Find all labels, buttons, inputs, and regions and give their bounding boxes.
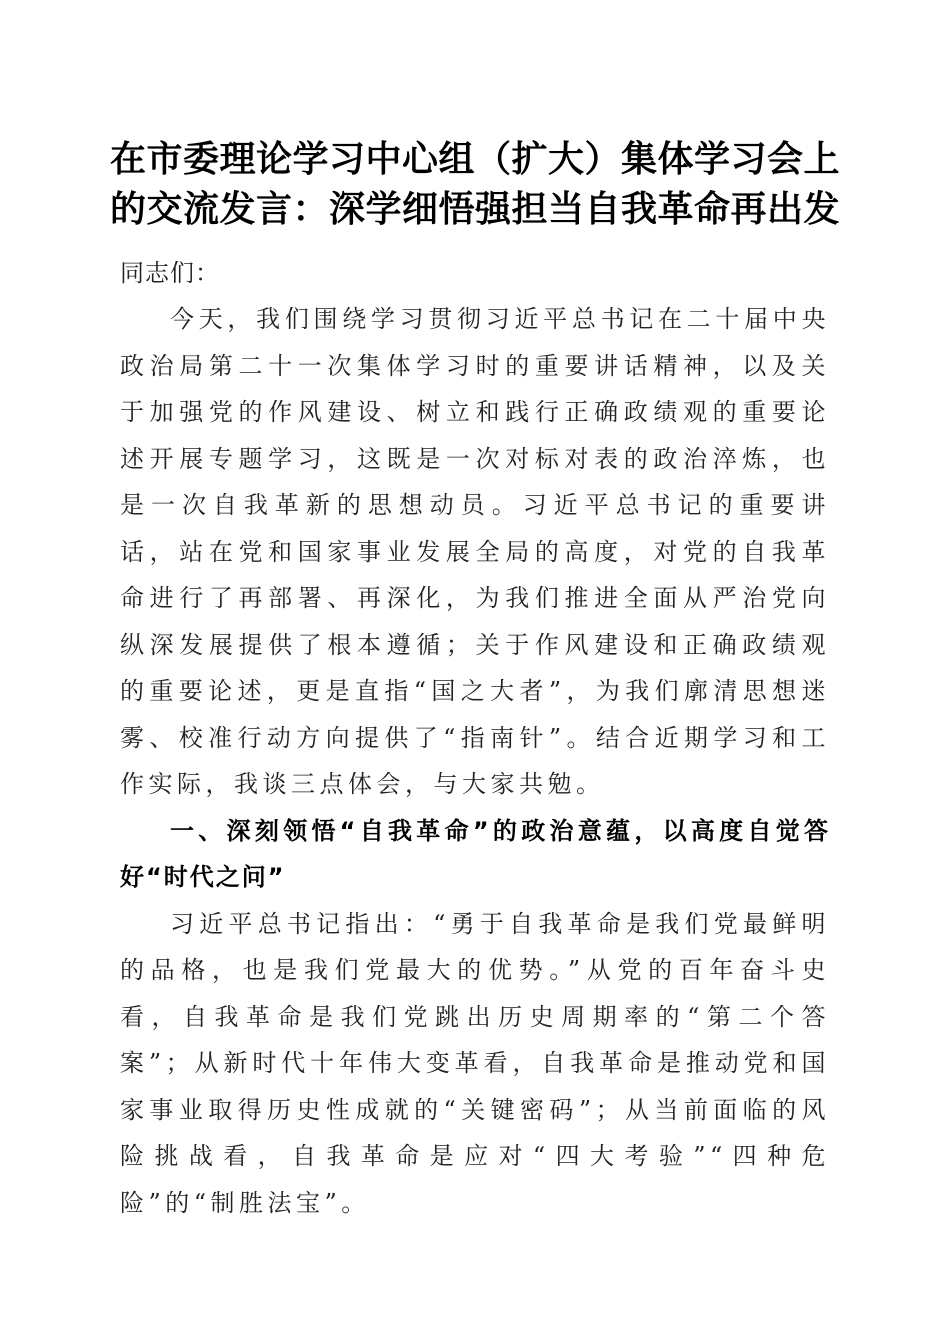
document-title [110,134,840,234]
salutation: 同志们： [120,259,220,287]
document-body [120,250,830,1226]
section-heading-1: 一、深刻领悟“自我革命”的政治意蕴，以高度自觉答好“时代之问” [120,816,830,891]
title-line-1: 在市委理论学习中心组（扩大）集体学习会上 [110,138,841,180]
paragraph-section-1: 习近平总书记指出：“勇于自我革命是我们党最鲜明的品格，也是我们党最大的优势。”从党的百年奋斗史看，自我革命是我们党跳出历史周期率的“第二个答案”；从新时代十年伟大变革看，自我革命是推动党和国家事业取得历史性成就的“关键密码”；从当前面临的风险挑战看，自我革命是应对“四大考验”“四种危险”的“制胜法宝”。 [120,909,830,1217]
paragraph-intro: 今天，我们围绕学习贯彻习近平总书记在二十届中央政治局第二十一次集体学习时的重要讲话精神，以及关于加强党的作风建设、树立和践行正确政绩观的重要论述开展专题学习，这既是一次对标对表的政治淬炼，也是一次自我革新的思想动员。习近平总书记的重要讲话，站在党和国家事业发展全局的高度，对党的自我革命进行了再部署、再深化，为我们推进全面从严治党向纵深发展提供了根本遵循；关于作风建设和正确政绩观的重要论述，更是直指“国之大者”，为我们廓清思想迷雾、校准行动方向提供了“指南针”。结合近期学习和工作实际，我谈三点体会，与大家共勉。 [120,305,830,798]
title-line-2: 的交流发言：深学细悟强担当自我革命再出发 [110,188,841,230]
